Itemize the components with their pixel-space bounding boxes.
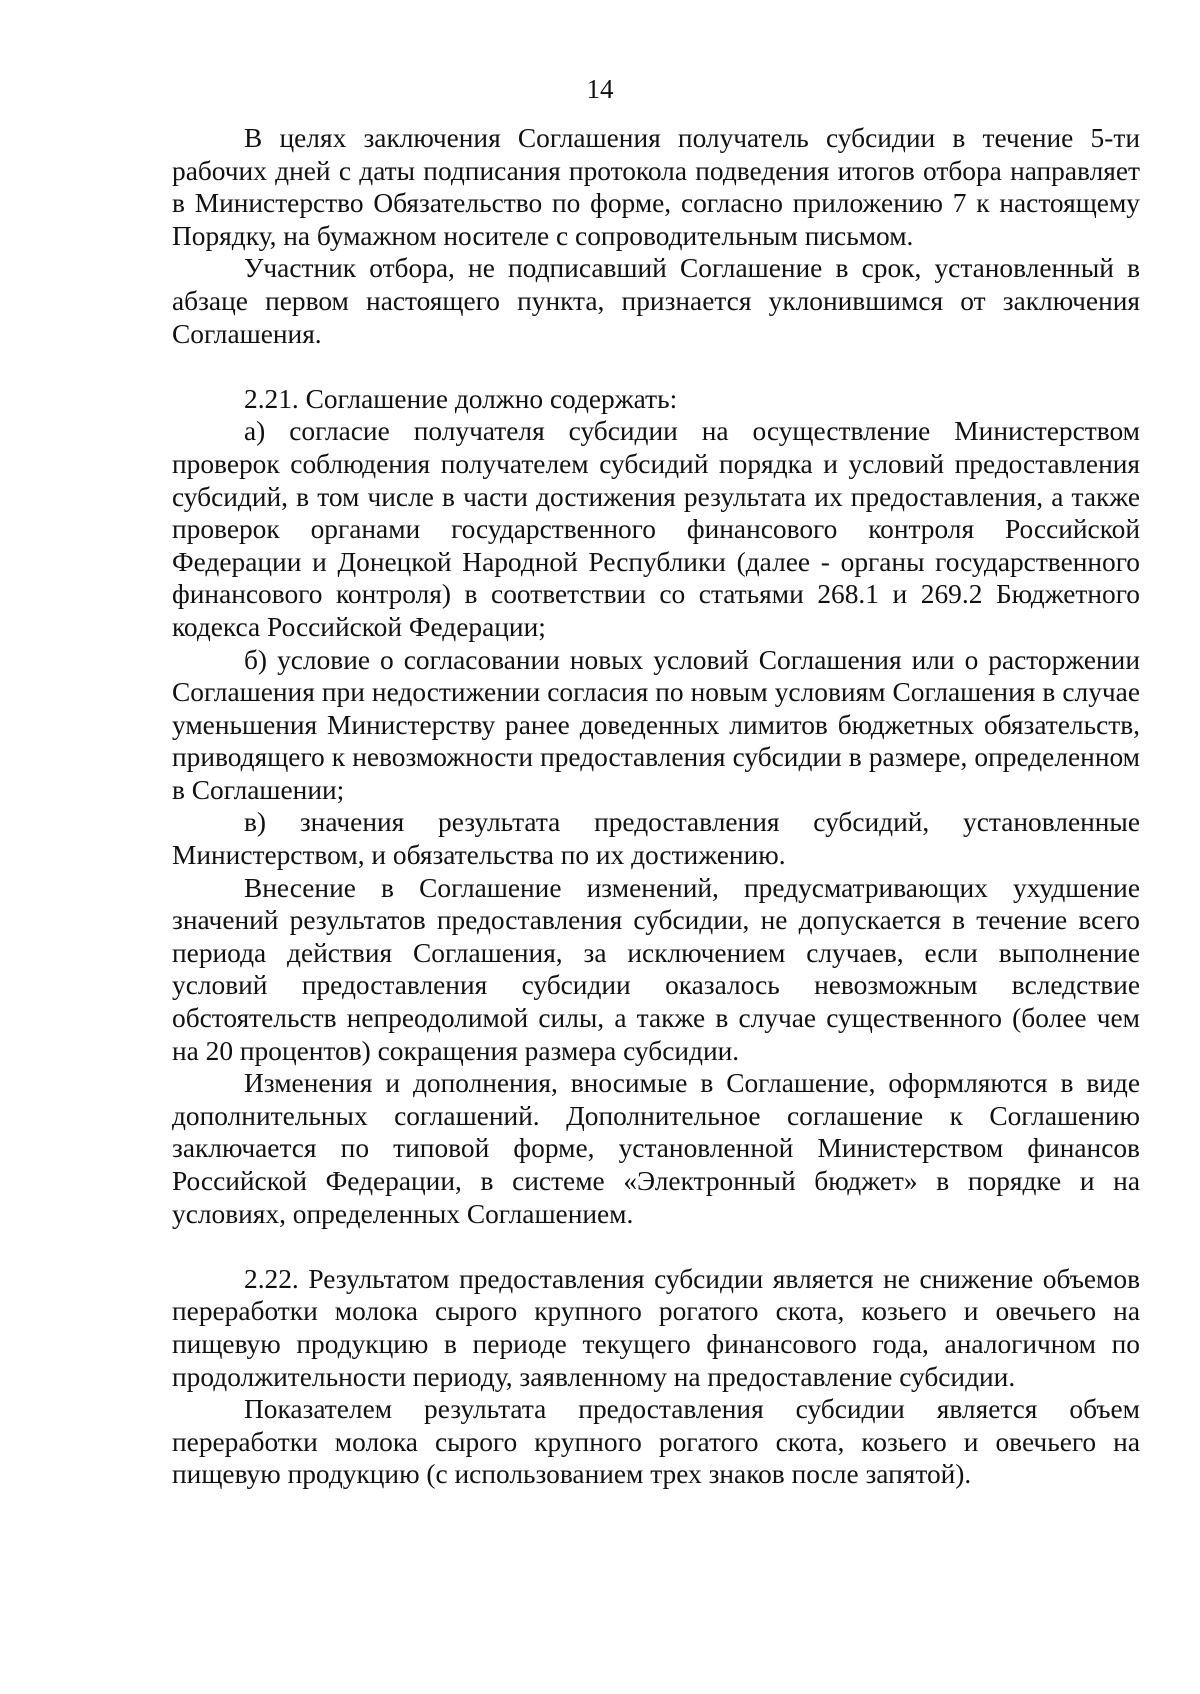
paragraph-agreement-conclusion: В целях заключения Соглашения получатель субсидии в течение 5-ти рабочих дней с даты подписания протокола подведения итогов отбора направляет в Министерство Обязательство по форме, согласно приложению 7 к настоящему Порядку, на бумажном носителе с сопроводительным письмом. <box>172 123 1140 251</box>
paragraph-amendments-restriction: Внесение в Соглашение изменений, предусматривающих ухудшение значений результатов предоставления субсидии, не допускается в течение всего периода действия Соглашения, за исключением случаев, если выполнение условий предоставления субсидии оказалось невозможным вследствие обстоятельств непреодолимой силы, а также в случае существенного (более чем на 20 процентов) сокращения размера субсидии. <box>172 872 1140 1066</box>
paragraph-2-21-a: а) согласие получателя субсидии на осуществление Министерством проверок соблюдения получателем субсидий порядка и условий предоставления субсидий, в том числе в части достижения результата их предоставления, а также проверок органами государственного финансового контроля Российской Федерации и Донецкой Народной Республики (далее - органы государственного финансового контроля) в соответствии со статьями 268.1 и 269.2 Бюджетного кодекса Российской Федерации; <box>172 416 1140 642</box>
paragraph-2-21-b: б) условие о согласовании новых условий Соглашения или о расторжении Соглашения при недостижении согласия по новым условиям Соглашения в случае уменьшения Министерству ранее доведенных лимитов бюджетных обязательств, приводящего к невозможности предоставления субсидии в размере, определенном в Соглашении; <box>172 644 1140 805</box>
paragraph-2-21-v: в) значения результата предоставления субсидий, установленные Министерством, и обязательства по их достижению. <box>172 807 1140 871</box>
document-body <box>172 122 1140 1491</box>
paragraph-result-indicator: Показателем результата предоставления субсидии является объем переработки молока сырого крупного рогатого скота, козьего и овечьего на пищевую продукцию (с использованием трех знаков после запятой). <box>172 1394 1140 1490</box>
page-number: 14 <box>586 74 614 104</box>
paragraph-2-22-result: 2.22. Результатом предоставления субсидии является не снижение объемов переработки молока сырого крупного рогатого скота, козьего и овечьего на пищевую продукцию в периоде текущего финансового года, аналогичном по продолжительности периоду, заявленному на предоставление субсидии. <box>172 1263 1140 1392</box>
paragraph-2-21-heading: 2.21. Соглашение должно содержать: <box>244 383 678 414</box>
paragraph-additional-agreements: Изменения и дополнения, вносимые в Соглашение, оформляются в виде дополнительных соглашений. Дополнительное соглашение к Соглашению заключается по типовой форме, установленной Министерством финансов Российской Федерации, в системе «Электронный бюджет» в порядке и на условиях, определенных Соглашением. <box>172 1068 1140 1229</box>
paragraph-evasion: Участник отбора, не подписавший Соглашение в срок, установленный в абзаце первом настоящего пункта, признается уклонившимся от заключения Соглашения. <box>172 253 1140 349</box>
